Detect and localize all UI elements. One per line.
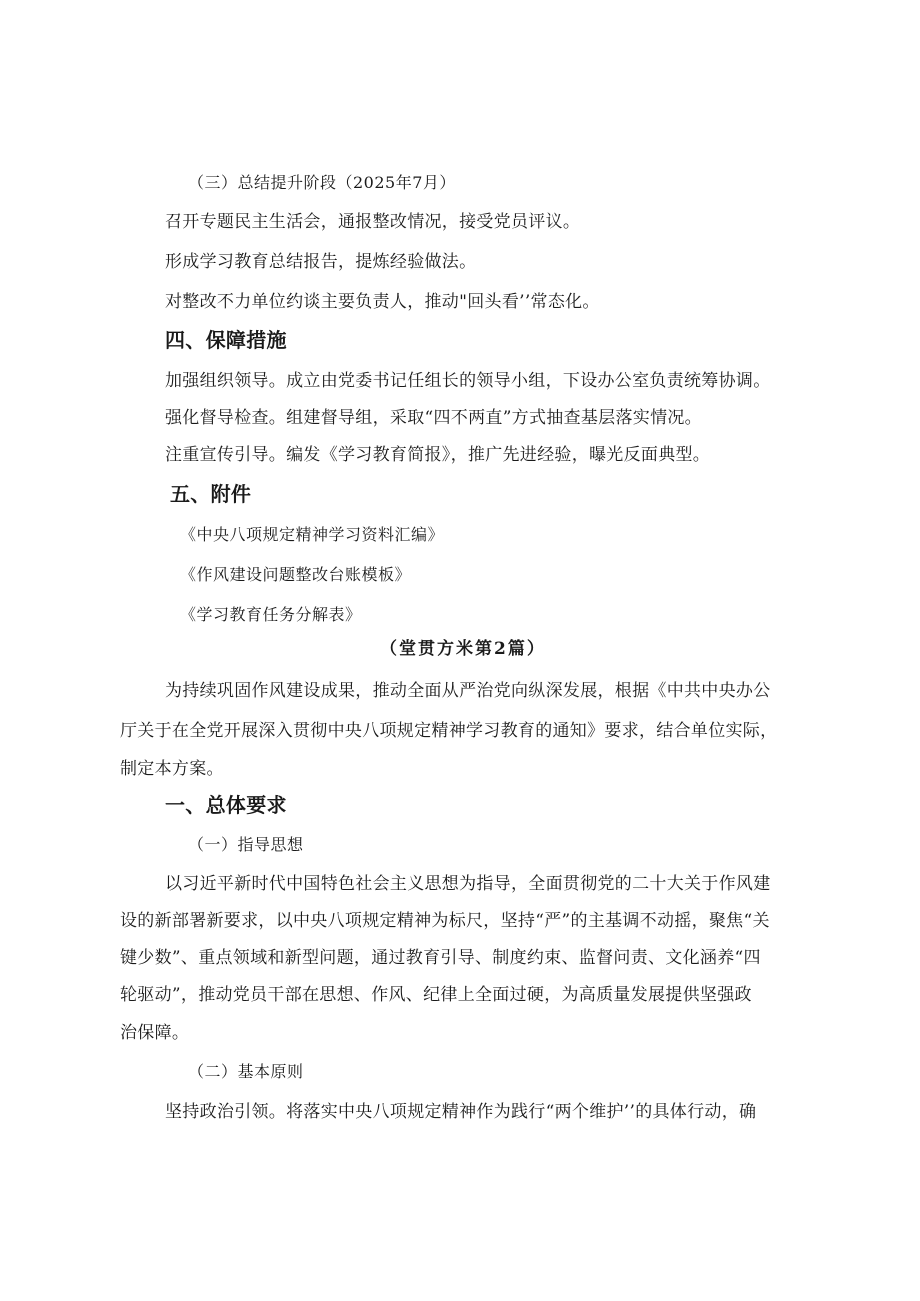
doc2-title: （堂贯方米第2篇） <box>380 639 546 659</box>
phase3-item-2: 形成学习教育总结报告，提炼经验做法。 <box>165 252 477 272</box>
section4-item-1: 加强组织领导。成立由党委书记任组长的领导小组，下设办公室负责统筹协调。 <box>165 371 771 391</box>
section4-heading: 四、保障措施 <box>165 328 287 352</box>
section4-item-2: 强化督导检查。组建督导组，采取“四不两直”方式抽查基层落实情况。 <box>165 408 702 428</box>
doc2-section1-heading: 一、总体要求 <box>165 793 287 817</box>
intro-line-2: 厅关于在全党开展深入贯彻中央八项规定精神学习教育的通知》要求，结合单位实际， <box>120 721 778 741</box>
guiding-line-5: 治保障。 <box>120 1023 190 1043</box>
guiding-thought-heading: （一）指导思想 <box>188 835 304 854</box>
intro-line-3: 制定本方案。 <box>120 759 224 779</box>
principles-line-1: 坚持政治引领。将落实中央八项规定精神作为践行“两个维护’’的具体行动，确 <box>165 1102 757 1122</box>
attachment-2: 《作风建设问题整改台账模板》 <box>180 565 412 584</box>
guiding-line-4: 轮驱动”，推动党员干部在思想、作风、纪律上全面过硬，为高质量发展提供坚强政 <box>120 985 752 1005</box>
basic-principles-heading: （二）基本原则 <box>188 1062 304 1081</box>
phase3-heading: （三）总结提升阶段（2025年7月） <box>188 173 456 192</box>
intro-line-1: 为持续巩固作风建设成果，推动全面从严治党向纵深发展，根据《中共中央办公 <box>165 681 771 701</box>
phase3-item-1: 召开专题民主生活会，通报整改情况，接受党员评议。 <box>165 212 581 232</box>
phase3-item-3: 对整改不力单位约谈主要负责人，推动"回头看’’常态化。 <box>165 292 600 312</box>
guiding-line-2: 设的新部署新要求，以中央八项规定精神为标尺，坚持“严”的主基调不动摇，聚焦“关 <box>120 911 770 931</box>
guiding-line-1: 以习近平新时代中国特色社会主义思想为指导，全面贯彻党的二十大关于作风建 <box>165 874 771 894</box>
guiding-line-3: 键少数”、重点领域和新型问题，通过教育引导、制度约束、监督问责、文化涵养“四 <box>120 948 761 968</box>
section4-item-3: 注重宣传引导。编发《学习教育简报》，推广先进经验，曝光反面典型。 <box>165 445 711 465</box>
attachment-3: 《学习教育任务分解表》 <box>180 605 362 624</box>
section5-heading: 五、附件 <box>170 482 252 506</box>
attachment-1: 《中央八项规定精神学习资料汇编》 <box>180 525 445 544</box>
